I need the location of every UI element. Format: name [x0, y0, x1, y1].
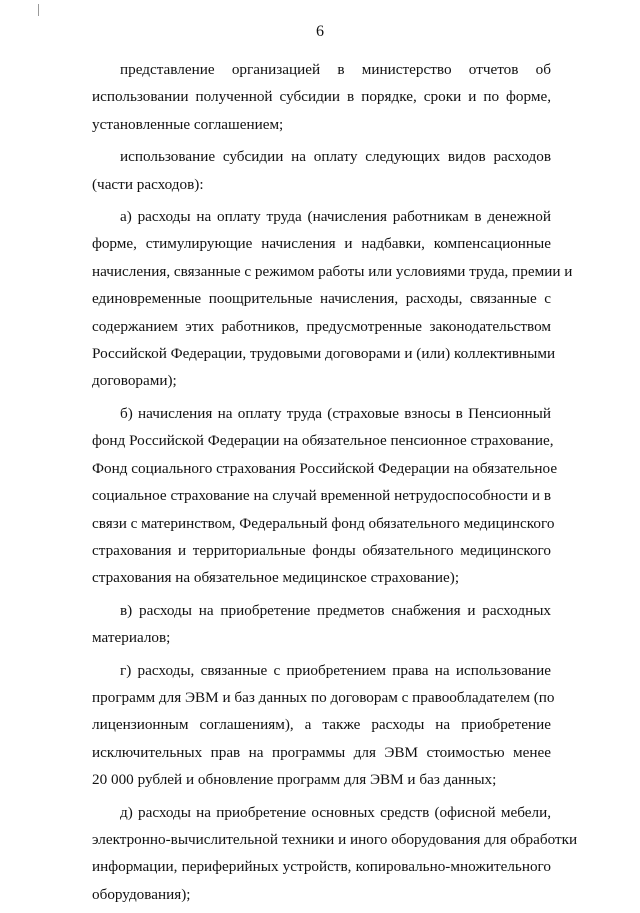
text-line: электронно-вычислительной техники и иного оборудования для обработки	[92, 830, 578, 848]
paragraph-reporting	[92, 56, 551, 138]
text-line: договорами);	[92, 372, 177, 390]
text-line: Российской Федерации, трудовыми договорами и (или) коллективными	[92, 345, 556, 363]
text-line: установленные соглашением;	[92, 115, 284, 133]
text-line: материалов;	[92, 629, 171, 647]
text-line: использовании полученной субсидии в порядке, сроки и по форме,	[92, 88, 551, 106]
text-line: 20 000 рублей и обновление программ для ЭВМ и баз данных;	[92, 771, 497, 789]
text-line: информации, периферийных устройств, копировально-множительного	[92, 858, 551, 876]
list-item-g	[92, 657, 555, 794]
scan-mark	[38, 4, 39, 16]
text-line: страхования на обязательное медицинское страхование);	[92, 569, 460, 587]
text-line: единовременные поощрительные начисления, расходы, связанные с	[92, 290, 551, 308]
text-line: программ для ЭВМ и баз данных по договорам с правообладателем (по	[92, 688, 555, 706]
text-line: использование субсидии на оплату следующих видов расходов	[120, 148, 551, 166]
list-item-d	[92, 799, 578, 909]
text-line: а) расходы на оплату труда (начисления работникам в денежной	[120, 208, 551, 226]
text-line: страхования и территориальные фонды обязательного медицинского	[92, 541, 551, 559]
text-line: представление организацией в министерство отчетов об	[120, 61, 551, 78]
text-line: фонд Российской Федерации на обязательное пенсионное страхование,	[92, 432, 554, 450]
text-line: оборудования);	[92, 885, 191, 903]
page-number: 6	[316, 23, 324, 40]
text-line: д) расходы на приобретение основных средств (офисной мебели,	[120, 803, 551, 821]
text-line: содержанием этих работников, предусмотренные законодательством	[92, 317, 551, 335]
list-item-v	[92, 597, 551, 652]
text-line: исключительных прав на программы для ЭВМ стоимостью менее	[92, 743, 551, 761]
text-line: социальное страхование на случай временной нетрудоспособности и в	[92, 487, 551, 505]
list-item-b	[92, 400, 558, 592]
text-line: лицензионным соглашениям), а также расходы на приобретение	[92, 716, 551, 734]
text-line: форме, стимулирующие начисления и надбавки, компенсационные	[92, 235, 551, 253]
list-item-a	[92, 203, 573, 395]
paragraph-subsidy-use	[92, 143, 551, 198]
text-line: в) расходы на приобретение предметов снабжения и расходных	[120, 601, 551, 619]
text-line: б) начисления на оплату труда (страховые взносы в Пенсионный	[120, 404, 551, 422]
text-line: (части расходов):	[92, 175, 204, 193]
document-body	[92, 56, 578, 913]
text-line: начисления, связанные с режимом работы или условиями труда, премии и	[92, 262, 573, 280]
text-line: Фонд социального страхования Российской Федерации на обязательное	[92, 459, 558, 477]
text-line: связи с материнством, Федеральный фонд обязательного медицинского	[92, 514, 555, 532]
text-line: г) расходы, связанные с приобретением права на использование	[120, 661, 551, 679]
